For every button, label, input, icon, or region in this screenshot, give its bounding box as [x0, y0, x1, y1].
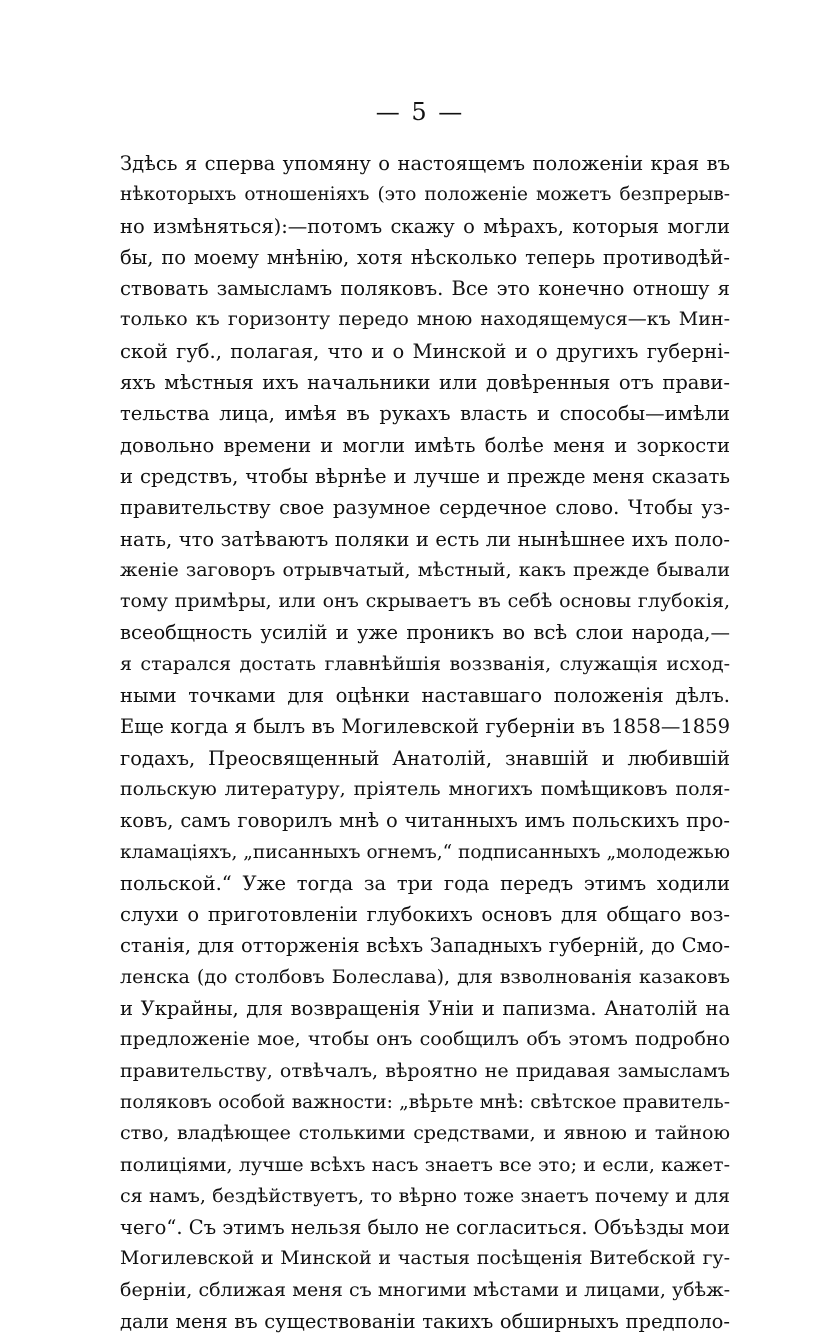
text-line: Еще когда я былъ въ Могилевской губернiи въ 1858—1859 — [120, 715, 730, 739]
text-line: нѣкоторыхъ отношенiяхъ (это положенiе можетъ безпрерыв- — [120, 184, 730, 206]
text-line: и средствъ, чтобы вѣрнѣе и лучше и прежде меня сказать — [120, 464, 730, 488]
text-line: тельства лица, имѣя въ рукахъ власть и способы—имѣли — [120, 402, 730, 426]
text-line: тому примѣры, или онъ скрываетъ въ себѣ основы глубокiя, — [120, 590, 730, 613]
text-line: станiя, для отторженiя всѣхъ Западныхъ губернiй, до Смо- — [120, 934, 730, 958]
text-line: польской.“ Уже тогда за три года передъ этимъ ходили — [120, 871, 730, 895]
text-line: бы, по моему мнѣнiю, хотя нѣсколько теперь противодѣй- — [120, 245, 730, 269]
text-line: только къ горизонту передо мною находящемуся—къ Мин- — [120, 308, 730, 331]
text-line: чего“. Съ этимъ нельзя было не согласиться. Объѣзды мои — [120, 1216, 730, 1240]
text-line: но измѣняться):—потомъ скажу о мѣрахъ, которыя могли — [120, 214, 730, 238]
text-line: Могилевской и Минской и частыя посѣщенiя Витебской гу- — [120, 1247, 730, 1270]
body-text — [120, 148, 730, 1337]
text-line: ствовать замысламъ поляковъ. Все это конечно отношу я — [120, 277, 730, 301]
text-line: правительству свое разумное сердечное слово. Чтобы уз- — [120, 496, 730, 520]
text-line: нать, что затѣваютъ поляки и есть ли нынѣшнее ихъ поло- — [120, 527, 730, 551]
text-line: ской губ., полагая, что и о Минской и о другихъ губернi- — [120, 339, 730, 363]
text-line: ся намъ, бездѣйствуетъ, то вѣрно тоже знаетъ почему и для — [120, 1184, 730, 1207]
text-line: ковъ, самъ говорилъ мнѣ о читанныхъ имъ польскихъ про- — [120, 809, 730, 833]
text-line: годахъ, Преосвященный Анатолiй, знавшiй и любившiй — [120, 746, 730, 770]
text-line: довольно времени и могли имѣть болѣе меня и зоркости — [120, 433, 730, 457]
text-line: ными точками для оцѣнки наставшаго положенiя дѣлъ. — [120, 684, 730, 708]
text-line: Здѣсь я сперва упомяну о настоящемъ положенiи края въ — [120, 152, 730, 175]
text-line: женiе заговоръ отрывчатый, мѣстный, какъ прежде бывали — [120, 558, 730, 581]
text-line: я старался достать главнѣйшiя воззванiя, служащiя исход- — [120, 652, 730, 675]
text-line: дали меня въ существованiи такихъ обширныхъ предполо- — [120, 1309, 730, 1333]
text-line: ленска (до столбовъ Болеслава), для взволнованiя казаковъ — [120, 965, 730, 988]
page-number: — 5 — — [375, 98, 465, 126]
text-line: кламацiяхъ, „писанныхъ огнемъ,“ подписанныхъ „молодежью — [120, 841, 730, 863]
text-line: польскую литературу, прiятель многихъ помѣщиковъ поля- — [120, 777, 730, 800]
text-line: слухи о приготовленiи глубокихъ основъ для общаго воз- — [120, 903, 730, 927]
text-line: предложенiе мое, чтобы онъ сообщилъ объ этомъ подробно — [120, 1028, 730, 1051]
text-line: правительству, отвѣчалъ, вѣроятно не придавая замысламъ — [120, 1059, 730, 1082]
text-line: и Украйны, для возвращенiя Унiи и папизма. Анатолiй на — [120, 997, 730, 1021]
text-line: полицiями, лучше всѣхъ насъ знаетъ все это; и если, кажет- — [120, 1153, 730, 1176]
text-line: бернiи, сближая меня съ многими мѣстами и лицами, убѣж- — [120, 1278, 730, 1301]
text-line: яхъ мѣстныя ихъ начальники или довѣренныя отъ прави- — [120, 371, 730, 395]
text-line: ство, владѣющее столькими средствами, и явною и тайною — [120, 1122, 730, 1145]
text-line: всеобщность усилiй и уже проникъ во всѣ слои народа,— — [120, 621, 730, 645]
text-line: поляковъ особой важности: „вѣрьте мнѣ: свѣтское правитель- — [120, 1091, 730, 1113]
